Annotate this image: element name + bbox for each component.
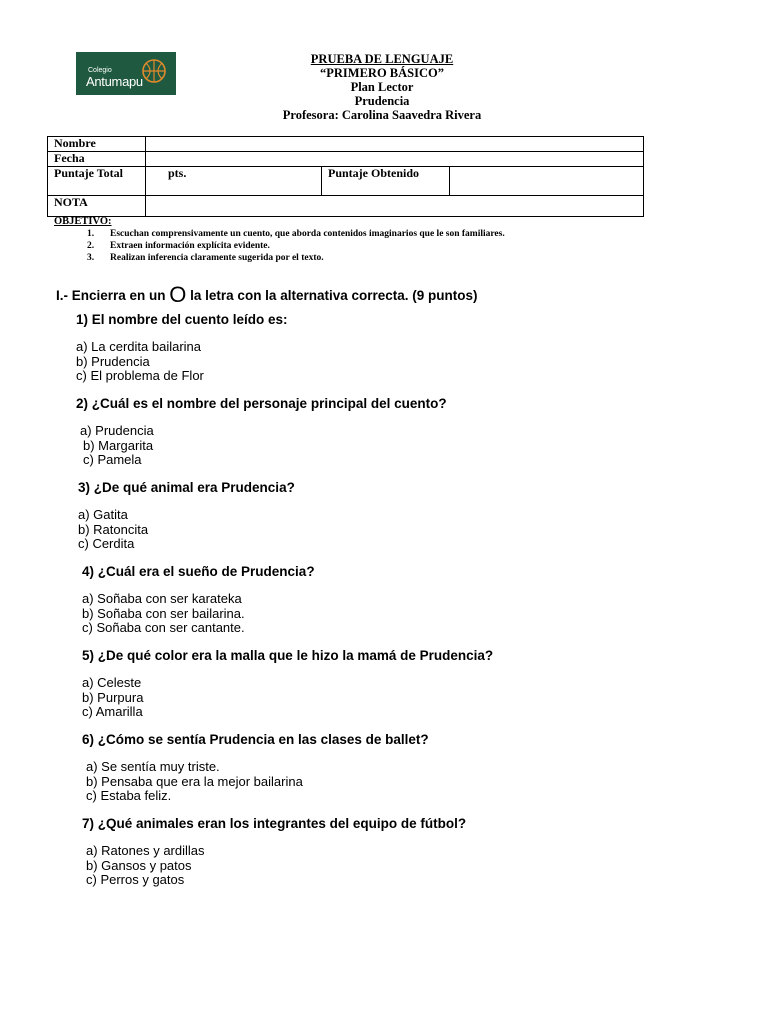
- question-3: 3) ¿De qué animal era Prudencia?: [78, 480, 295, 495]
- option-a[interactable]: a) Se sentía muy triste.: [86, 759, 220, 774]
- option-b[interactable]: b) Prudencia: [76, 353, 150, 369]
- fecha-field[interactable]: [146, 152, 644, 167]
- question-3-options: [78, 508, 148, 552]
- option-b[interactable]: b) Ratoncita: [78, 521, 149, 537]
- question-2-options: [80, 424, 154, 468]
- document-title: PRUEBA DE LENGUAJE: [310, 52, 454, 66]
- question-5-options: [82, 676, 143, 720]
- nombre-label: Nombre: [48, 137, 146, 152]
- pts-field[interactable]: pts.: [146, 167, 322, 196]
- objetivo-item-number: 3.: [87, 253, 95, 263]
- option-b[interactable]: b) Purpura: [82, 689, 144, 705]
- puntaje-obtenido-field[interactable]: [450, 167, 644, 196]
- fecha-label: Fecha: [48, 152, 146, 167]
- objetivo-item: [54, 240, 270, 252]
- objetivo-item: [54, 228, 505, 240]
- question-1: 1) El nombre del cuento leído es:: [76, 312, 288, 327]
- question-6-options: [86, 760, 303, 804]
- objetivo-item: [54, 252, 324, 264]
- question-6: 6) ¿Cómo se sentía Prudencia en las clases de ballet?: [82, 732, 429, 747]
- option-b[interactable]: b) Soñaba con ser bailarina.: [82, 605, 245, 621]
- option-b[interactable]: b) Margarita: [83, 437, 154, 453]
- option-a[interactable]: a) Ratones y ardillas: [86, 843, 205, 858]
- option-c[interactable]: c) Perros y gatos: [86, 872, 185, 887]
- nombre-field[interactable]: [146, 137, 644, 152]
- question-5: 5) ¿De qué color era la malla que le hizo la mamá de Prudencia?: [82, 648, 494, 663]
- nota-label: NOTA: [48, 196, 146, 217]
- plan-label: Plan Lector: [350, 80, 414, 94]
- document-header: [200, 52, 564, 122]
- option-a[interactable]: a) Prudencia: [80, 423, 154, 438]
- option-c[interactable]: c) Amarilla: [82, 704, 143, 719]
- question-4-options: [82, 592, 245, 636]
- option-a[interactable]: a) La cerdita bailarina: [76, 339, 202, 354]
- teacher-label: Profesora: Carolina Saavedra Rivera: [282, 108, 482, 122]
- logo-colegio-text: Colegio: [88, 67, 112, 74]
- option-c[interactable]: c) Pamela: [83, 452, 142, 467]
- objetivo-item-text: Escuchan comprensivamente un cuento, que aborda contenidos imaginarios que le son familiares.: [110, 229, 505, 239]
- option-a[interactable]: a) Celeste: [82, 675, 142, 690]
- question-1-options: [76, 340, 204, 384]
- question-2: 2) ¿Cuál es el nombre del personaje principal del cuento?: [76, 396, 447, 411]
- school-logo: [76, 52, 176, 95]
- section-instructions-after: la letra con la alternativa correcta. (9 puntos): [186, 288, 478, 303]
- section-instructions-before: I.- Encierra en un: [56, 288, 170, 303]
- book-label: Prudencia: [354, 94, 410, 108]
- option-c[interactable]: c) Soñaba con ser cantante.: [82, 620, 245, 635]
- objetivo-item-text: Extraen información explícita evidente.: [110, 241, 270, 251]
- option-c[interactable]: c) Estaba feliz.: [86, 788, 172, 803]
- nota-field[interactable]: [146, 196, 644, 217]
- student-info-table: [47, 136, 644, 217]
- objetivo-block: [54, 216, 505, 264]
- option-c[interactable]: c) El problema de Flor: [76, 368, 204, 383]
- objetivo-item-number: 1.: [87, 229, 95, 239]
- basketball-icon: [136, 56, 172, 86]
- section-instructions: [56, 280, 478, 306]
- puntaje-total-label: Puntaje Total: [48, 167, 146, 196]
- grade-label: “PRIMERO BÁSICO”: [320, 66, 444, 80]
- puntaje-obtenido-label: Puntaje Obtenido: [322, 167, 450, 196]
- option-c[interactable]: c) Cerdita: [78, 536, 135, 551]
- option-a[interactable]: a) Gatita: [78, 507, 128, 522]
- question-7: 7) ¿Qué animales eran los integrantes del equipo de fútbol?: [82, 816, 467, 831]
- logo-name-text: Antumapu: [86, 74, 143, 89]
- objetivo-label: OBJETIVO:: [54, 216, 112, 227]
- option-a[interactable]: a) Soñaba con ser karateka: [82, 591, 242, 606]
- option-b[interactable]: b) Gansos y patos: [86, 857, 192, 873]
- option-b[interactable]: b) Pensaba que era la mejor bailarina: [86, 773, 303, 789]
- objetivo-item-number: 2.: [87, 241, 95, 251]
- question-7-options: [86, 844, 205, 888]
- objetivo-item-text: Realizan inferencia claramente sugerida por el texto.: [110, 253, 324, 263]
- question-4: 4) ¿Cuál era el sueño de Prudencia?: [82, 564, 315, 579]
- circle-symbol: O: [169, 282, 187, 307]
